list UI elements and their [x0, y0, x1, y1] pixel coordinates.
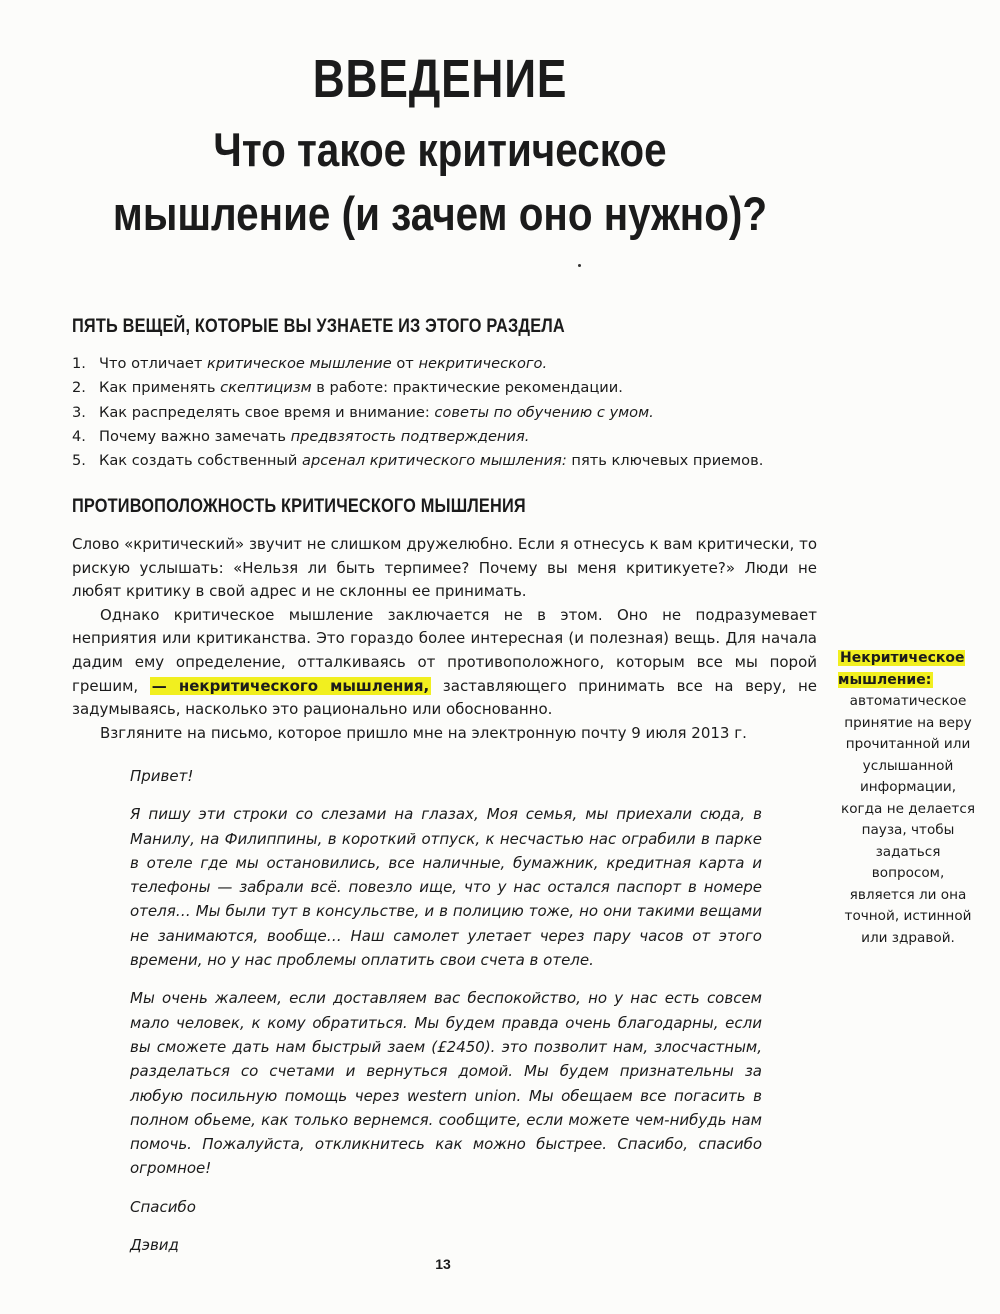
paragraph: Взгляните на письмо, которое пришло мне на электронную почту 9 июля 2013 г.	[100, 723, 747, 742]
chapter-subtitle-line1: Что такое критическое	[213, 123, 667, 176]
chapter-title: ВВЕДЕНИЕ	[312, 49, 568, 109]
list-item: 3. Как распределять свое время и внимание: советы по обучению с умом.	[72, 403, 654, 421]
letter-signature: Дэвид	[130, 1236, 179, 1255]
sidebar-definition-text: автоматическое принятие на веру прочитанной или услышанной информации, когда не делается пауза, чтобы задаться вопросом, является ли она точной, истинной или здравой.	[840, 693, 975, 946]
paragraph: Однако критическое мышление заключается не в этом. Оно не подразумевает неприятия или критиканства. Это гораздо более интересная (и полезная) вещь. Для начала дадим ему определение, отталкиваясь от противоположного, которым все мы порой грешим, — некритического мышления, заставляющего принимать все на веру, не задумываясь, насколько это рационально или обоснованно.	[72, 605, 817, 719]
highlighted-term: — некритического мышления,	[151, 676, 430, 695]
body-text	[72, 533, 817, 745]
sidebar-term: Некритическое мышление:	[838, 650, 965, 688]
list-item: 2. Как применять скептицизм в работе: практические рекомендации.	[72, 379, 623, 397]
page-number: 13	[435, 1256, 451, 1272]
email-letter	[130, 764, 762, 1271]
section-heading-five-things: ПЯТЬ ВЕЩЕЙ, КОТОРЫЕ ВЫ УЗНАЕТЕ ИЗ ЭТОГО РАЗДЕЛА	[72, 316, 565, 337]
section-heading-opposite: ПРОТИВОПОЛОЖНОСТЬ КРИТИЧЕСКОГО МЫШЛЕНИЯ	[72, 496, 526, 517]
stray-dot	[578, 264, 581, 267]
five-things-list	[72, 352, 832, 473]
paragraph: Слово «критический» звучит не слишком дружелюбно. Если я отнесусь к вам критически, то рискую услышать: «Нельзя ли быть терпимее? Почему вы меня критикуете?» Люди не любят критику в свой адрес и не склонны ее принимать.	[72, 535, 817, 601]
letter-greeting: Привет!	[130, 767, 194, 785]
chapter-subtitle	[62, 118, 819, 246]
list-item: 5. Как создать собственный арсенал критического мышления: пять ключевых приемов.	[72, 452, 764, 470]
letter-closing: Спасибо	[130, 1197, 196, 1216]
sidebar-definition	[838, 648, 978, 949]
chapter-subtitle-line2: мышление (и зачем оно нужно)?	[112, 187, 768, 240]
letter-paragraph: Я пишу эти строки со слезами на глазах, Моя семья, мы приехали сюда, в Манилу, на Филиппины, в короткий отпуск, к несчастью нас ограбили в парке в отеле где мы остановились, все наличные, бумажник, кредитная карта и телефоны — забрали всё. повезло ище, что у нас остался паспорт в номере отеля… Мы были тут в консульстве, и в полицию тоже, но они такими вещами не занимаются, вообще… Наш самолет улетает через пару часов от этого времени, но у нас проблемы оплатить свои счета в отеле.	[130, 805, 762, 970]
letter-paragraph: Мы очень жалеем, если доставляем вас беспокойство, но у нас есть совсем мало человек, к кому обратиться. Мы будем правда очень благодарны, если вы сможете дать нам быстрый заем (£2450). это позволит нам, злосчастным, разделаться со счетами и вернуться домой. Мы будем признательны за любую посильную помощь через western union. Мы обещаем все погасить в полном обьеме, как только вернемся. сообщите, если можете чем-нибудь нам помочь. Пожалуйста, откликнитесь как можно быстрее. Спасибо, спасибо огромное!	[130, 989, 762, 1178]
list-item: 4. Почему важно замечать предвзятость подтверждения.	[72, 427, 530, 445]
list-item: 1. Что отличает критическое мышление от некритического.	[72, 355, 548, 372]
